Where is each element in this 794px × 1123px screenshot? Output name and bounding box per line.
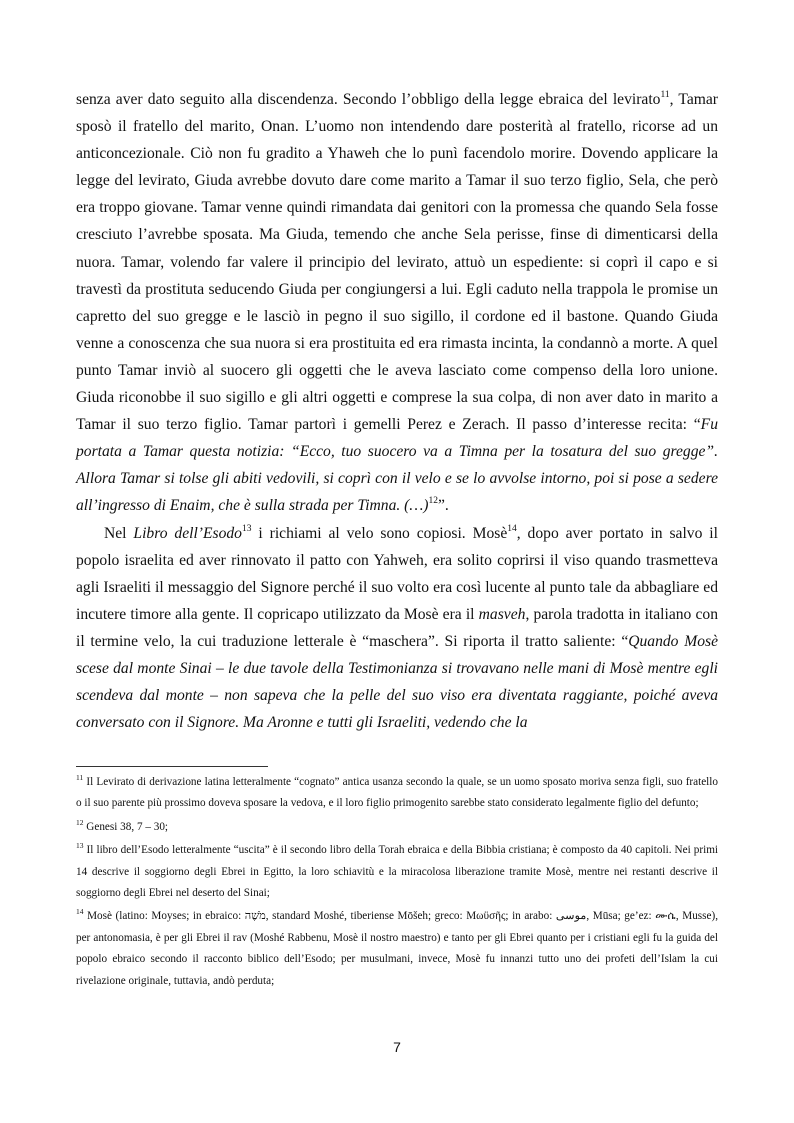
footnote-number: 11 <box>76 773 84 782</box>
paragraph-text: ”. <box>437 497 449 515</box>
footnote-ref[interactable]: 11 <box>660 90 670 100</box>
footnote-13 <box>76 840 718 904</box>
footnote-text: Il libro dell’Esodo letteralmente “uscita” è il secondo libro della Torah ebraica e della Bibbia cristiana; è composto da 40 capitoli. Nei primi 14 descrive il soggiorno degli Ebrei in Egitto, la loro schiavitù e la miracolosa liberazione tramite Mosè, mentre nei restanti descrive il soggiorno degli Ebrei nel deserto del Sinai; <box>76 844 718 900</box>
footnote-ref[interactable]: 12 <box>428 496 438 507</box>
footnote-number: 13 <box>76 841 84 851</box>
footnote-separator <box>76 766 268 767</box>
paragraph-text: , Tamar sposò il fratello del marito, Onan. L’uomo non intendendo dare posterità al fratello, ricorse ad un anticoncezionale. Ciò non fu gradito a Yhaweh che lo punì facendolo morire. Dovendo applicare la legge del levirato, Giuda avrebbe dovuto dare come marito a Tamar il suo terzo figlio, Sela, che però era troppo giovane. Tamar venne quindi rimandata dai genitori con la promessa che quando Sela fosse cresciuto l’avrebbe sposata. Ma Giuda, temendo che anche Sela perisse, finse di dimenticarsi della nuora. Tamar, volendo far valere il principio del levirato, attuò un espediente: si coprì il capo e si travestì da prostituta seducendo Giuda per congiungersi a lui. Egli caduto nella trappola le promise un capretto del suo gregge e le lasciò in pegno il suo sigillo, il cordone ed il bastone. Quando Giuda venne a conoscenza che sua nuora si era prostituita ed era rimasta incinta, la condannò a morte. A quel punto Tamar inviò al suocero gli oggetti che le aveva lasciato come compenso della loro unione. Giuda riconobbe il suo sigillo e gli altri oggetti e comprese la sua colpa, di non aver dato in marito a Tamar il suo terzo figlio. Tamar partorì i gemelli Perez e Zerach. Il passo d’interesse recita: “ <box>76 91 718 434</box>
footnote-ref[interactable]: 13 <box>241 523 252 534</box>
paragraph-text: i richiami al velo sono copiosi. Mosè <box>251 524 508 542</box>
footnote-text: Genesi 38, 7 – 30; <box>83 820 169 833</box>
footnote-11 <box>76 772 718 815</box>
footnote-text: Il Levirato di derivazione latina letteralmente “cognato” antica usanza secondo la quale, se un uomo sposato moriva senza figli, suo fratello o il suo parente più prossimo doveva sposare la vedova, e il loro figlio primogenito sarebbe stato considerato legalmente figlio del defunto; <box>76 776 718 810</box>
footnote-12 <box>76 817 718 838</box>
page-body <box>76 86 718 736</box>
paragraph-text: Nel <box>104 524 134 542</box>
footnotes <box>76 772 718 994</box>
paragraph-esodo <box>76 520 718 737</box>
footnote-14 <box>76 906 718 992</box>
footnote-text: Mosè (latino: Moyses; in ebraico: מֹשֶׁה, standard Moshé, tiberiense Mōšeh; greco: Μωϋσῆς; in arabo: موسى, Mūsa; ge’ez: ሙሴ, Musse), per antonomasia, è per gli Ebrei il rav (Moshé Rabbenu, Mosè il nostro maestro) e tanto per gli Ebrei quanto per i cristiani egli fu la guida del popolo ebraico secondo il racconto biblico dell’Esodo; per musulmani, invece, Mosè fu innanzi tutto uno dei profeti dell’Islam la cui rivelazione originale, tuttavia, andò perduta; <box>76 910 718 987</box>
term-masveh: masveh <box>478 605 526 623</box>
book-title: Libro dell’Esodo <box>133 524 242 542</box>
paragraph-text: , parola tradotta in italiano con il termine velo, la cui traduzione letterale è “maschera”. Si riporta il tratto saliente: “ <box>76 605 718 650</box>
paragraph-text: , dopo aver portato in salvo il popolo israelita ed aver rinnovato il patto con Yahweh, era solito coprirsi il viso quando trasmetteva agli Israeliti il messaggio del Signore perché il suo volto era così lucente al punto tale da abbagliare ed incutere timore alla gente. Il copricapo utilizzato da Mosè era il <box>76 524 718 623</box>
footnote-number: 14 <box>76 907 84 917</box>
genesis-quote: Fu portata a Tamar questa notizia: “Ecco, tuo suocero va a Timna per la tosatura del suo gregge”. Allora Tamar si tolse gli abiti vedovili, si coprì con il velo e se lo avvolse intorno, poi si pose a sedere all’ingresso di Enaim, che è sulla strada per Timna. (…) <box>76 416 718 515</box>
footnote-ref[interactable]: 14 <box>507 523 517 534</box>
paragraph-tamar <box>76 86 718 520</box>
paragraph-text: senza aver dato seguito alla discendenza. Secondo l’obbligo della legge ebraica del levirato <box>76 91 661 108</box>
footnote-number: 12 <box>76 817 84 827</box>
page-number: 7 <box>393 1039 401 1055</box>
exodus-quote: Quando Mosè scese dal monte Sinai – le due tavole della Testimonianza si trovavano nelle mani di Mosè mentre egli scendeva dal monte – non sapeva che la pelle del suo viso era diventata raggiante, poiché aveva conversato con il Signore. Ma Aronne e tutti gli Israeliti, vedendo che la <box>76 632 718 732</box>
